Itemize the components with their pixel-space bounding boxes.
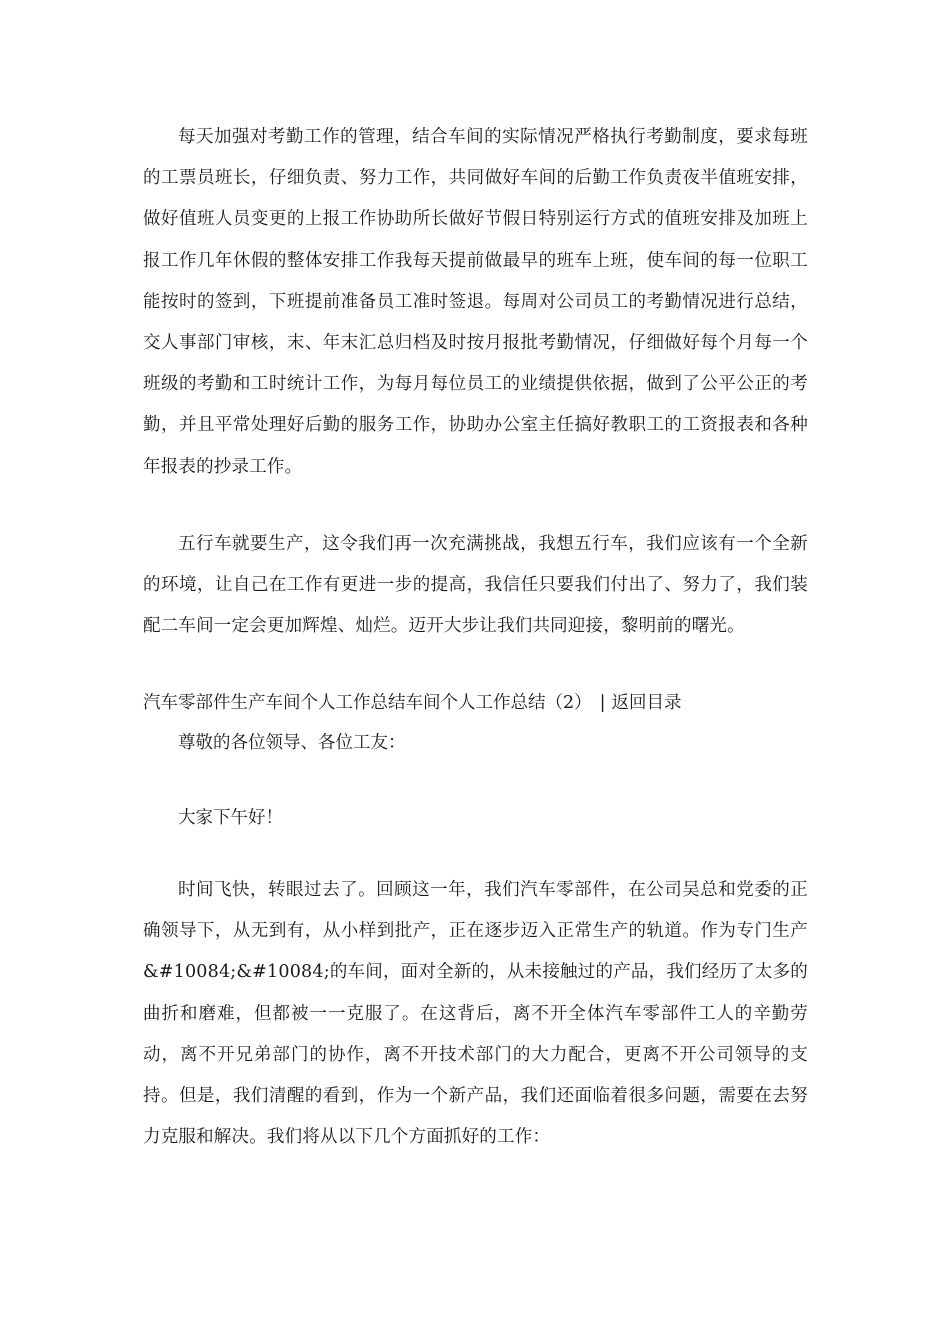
paragraph-future-outlook: 五行车就要生产，这令我们再一次充满挑战，我想五行车，我们应该有一个全新的环境，让自己在工作有更进一步的提高，我信任只要我们付出了、努力了，我们装配二车间一定会更加辉煌、灿烂。迈开大步让我们共同迎接，黎明前的曙光。: [143, 534, 808, 637]
greeting-line: 尊敬的各位领导、各位工友：: [178, 733, 406, 753]
salutation-line: 大家下午好！: [178, 808, 283, 828]
back-to-contents-link[interactable]: 返回目录: [611, 693, 682, 713]
section-heading-title: 汽车零部件生产车间个人工作总结车间个人工作总结（2）: [143, 693, 592, 713]
section-heading: [143, 691, 808, 715]
paragraph-attendance-management: 每天加强对考勤工作的管理，结合车间的实际情况严格执行考勤制度，要求每班的工票员班长，仔细负责、努力工作，共同做好车间的后勤工作负责夜半值班安排，做好值班人员变更的上报工作协助所长做好节假日特别运行方式的值班安排及加班上报工作几年休假的整体安排工作我每天提前做最早的班车上班，使车间的每一位职工能按时的签到，下班提前准备员工准时签退。每周对公司员工的考勤情况进行总结，交人事部门审核，末、年末汇总归档及时按月报批考勤情况，仔细做好每个月每一个班级的考勤和工时统计工作，为每月每位员工的业绩提供依据，做到了公平公正的考勤，并且平常处理好后勤的服务工作，协助办公室主任搞好教职工的工资报表和各种年报表的抄录工作。: [143, 127, 808, 477]
paragraph-year-review: 时间飞快，转眼过去了。回顾这一年，我们汽车零部件，在公司吴总和党委的正确领导下，从无到有，从小样到批产，正在逐步迈入正常生产的轨道。作为专门生产&#10084;&#10084;的车间，面对全新的，从未接触过的产品，我们经历了太多的曲折和磨难，但都被一一克服了。在这背后，离不开全体汽车零部件工人的辛勤劳动，离不开兄弟部门的协作，离不开技术部门的大力配合，更离不开公司领导的支持。但是，我们清醒的看到，作为一个新产品，我们还面临着很多问题，需要在去努力克服和解决。我们将从以下几个方面抓好的工作：: [143, 880, 808, 1148]
heading-separator: |: [599, 693, 606, 713]
